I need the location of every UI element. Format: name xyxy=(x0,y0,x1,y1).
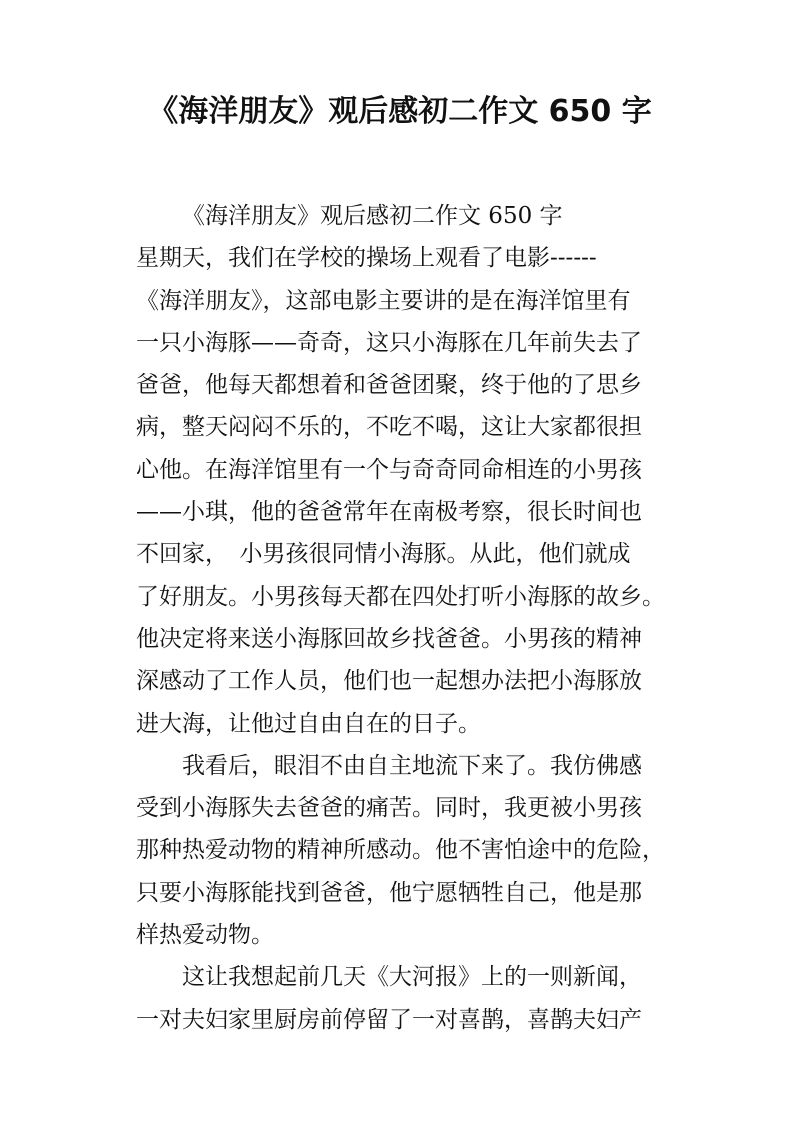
essay-line: 星期天，我们在学校的操场上观看了电影------ xyxy=(136,245,597,272)
essay-line: 一对夫妇家里厨房前停留了一对喜鹊，喜鹊夫妇产 xyxy=(136,1006,642,1033)
essay-line: 了好朋友。小男孩每天都在四处打听小海豚的故乡。 xyxy=(136,583,665,610)
essay-line: 深感动了工作人员，他们也一起想办法把小海豚放 xyxy=(136,668,642,695)
essay-line: 心他。在海洋馆里有一个与奇奇同命相连的小男孩 xyxy=(136,456,642,483)
essay-line: 他决定将来送小海豚回故乡找爸爸。小男孩的精神 xyxy=(136,625,642,652)
essay-line: 样热爱动物。 xyxy=(136,922,274,949)
essay-line: 《海洋朋友》，这部电影主要讲的是在海洋馆里有 xyxy=(136,287,631,314)
essay-line: 只要小海豚能找到爸爸，他宁愿牺牲自己，他是那 xyxy=(136,879,642,906)
essay-line: 不回家， 小男孩很同情小海豚。从此，他们就成 xyxy=(136,541,631,568)
essay-line: 一只小海豚——奇奇，这只小海豚在几年前失去了 xyxy=(136,329,642,356)
essay-subtitle-line: 《海洋朋友》观后感初二作文 650 字 xyxy=(182,203,563,229)
essay-line: 病，整天闷闷不乐的，不吃不喝，这让大家都很担 xyxy=(136,414,642,441)
essay-line: 进大海，让他过自由自在的日子。 xyxy=(136,710,481,737)
essay-line: 爸爸，他每天都想着和爸爸团聚，终于他的了思乡 xyxy=(136,372,642,399)
essay-body xyxy=(136,195,696,1041)
paragraph-start-line: 这让我想起前几天《大河报》上的一则新闻， xyxy=(182,964,642,991)
essay-line: 那种热爱动物的精神所感动。他不害怕途中的危险， xyxy=(136,837,665,864)
essay-line: ——小琪，他的爸爸常年在南极考察，很长时间也 xyxy=(136,499,642,526)
essay-line: 受到小海豚失去爸爸的痛苦。同时，我更被小男孩 xyxy=(136,795,642,822)
paragraph-start-line: 我看后，眼泪不由自主地流下来了。我仿佛感 xyxy=(182,752,642,779)
page-title: 《海洋朋友》观后感初二作文 650 字 xyxy=(148,94,652,129)
